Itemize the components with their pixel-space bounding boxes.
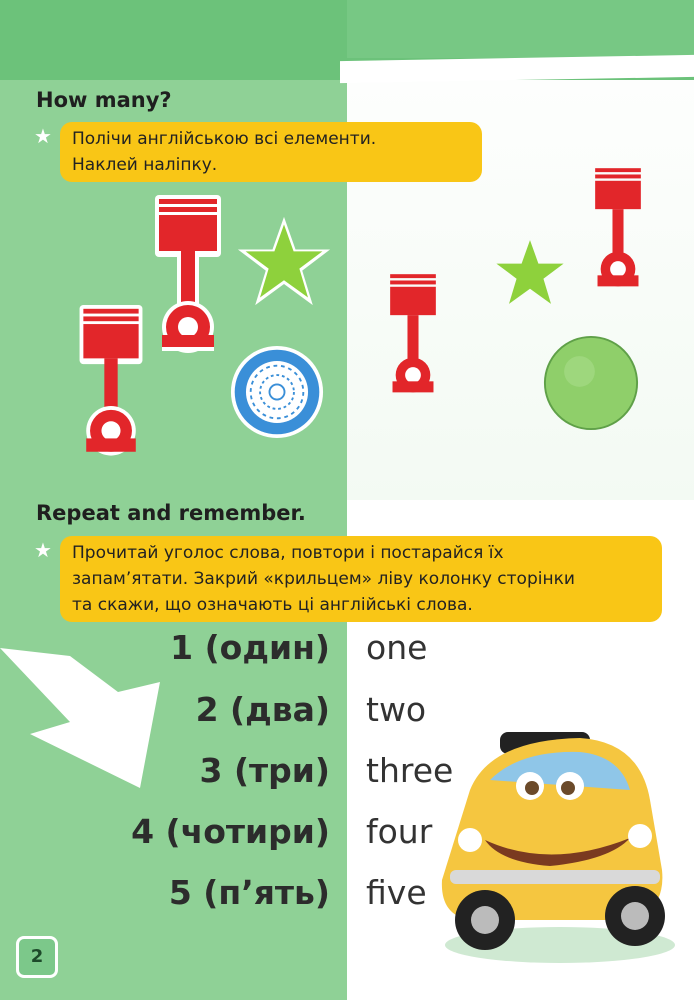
number-en: five bbox=[366, 873, 427, 912]
number-ua: 1 (один) bbox=[170, 628, 330, 667]
number-ua: 4 (чотири) bbox=[131, 812, 330, 851]
number-ua: 3 (три) bbox=[199, 751, 330, 790]
piston-icon bbox=[592, 156, 644, 308]
piston-icon bbox=[78, 305, 144, 467]
instruction-box-2 bbox=[60, 536, 662, 622]
number-ua: 5 (п’ять) bbox=[168, 873, 330, 912]
star-bullet-icon: ★ bbox=[34, 538, 52, 562]
star-icon bbox=[236, 213, 332, 309]
section-title-repeat: Repeat and remember. bbox=[36, 501, 306, 525]
instruction-line: запам’ятати. Закрий «крильцем» ліву колонку сторінки bbox=[72, 569, 575, 589]
number-en: two bbox=[366, 690, 427, 729]
number-en: one bbox=[366, 628, 428, 667]
instruction-line: Прочитай уголос слова, повтори і постарайся їх bbox=[72, 543, 504, 563]
number-ua: 2 (два) bbox=[195, 690, 330, 729]
sticker-placeholder bbox=[543, 335, 639, 431]
wheel-icon bbox=[230, 345, 324, 439]
number-en: four bbox=[366, 812, 433, 851]
car-illustration bbox=[430, 720, 680, 970]
piston-icon bbox=[387, 262, 439, 414]
page-number: 2 bbox=[16, 936, 58, 978]
top-decorative-band-right bbox=[347, 0, 694, 58]
piston-icon bbox=[155, 195, 221, 365]
instruction-line: Полічи англійською всі елементи. bbox=[72, 129, 377, 149]
instruction-box-1 bbox=[60, 122, 482, 182]
section-title-how-many: How many? bbox=[36, 88, 172, 112]
instruction-line: Наклей наліпку. bbox=[72, 155, 218, 175]
instruction-line: та скажи, що означають ці англійські слова. bbox=[72, 595, 473, 615]
star-icon bbox=[488, 230, 572, 314]
star-bullet-icon: ★ bbox=[34, 124, 52, 148]
number-en: three bbox=[366, 751, 454, 790]
